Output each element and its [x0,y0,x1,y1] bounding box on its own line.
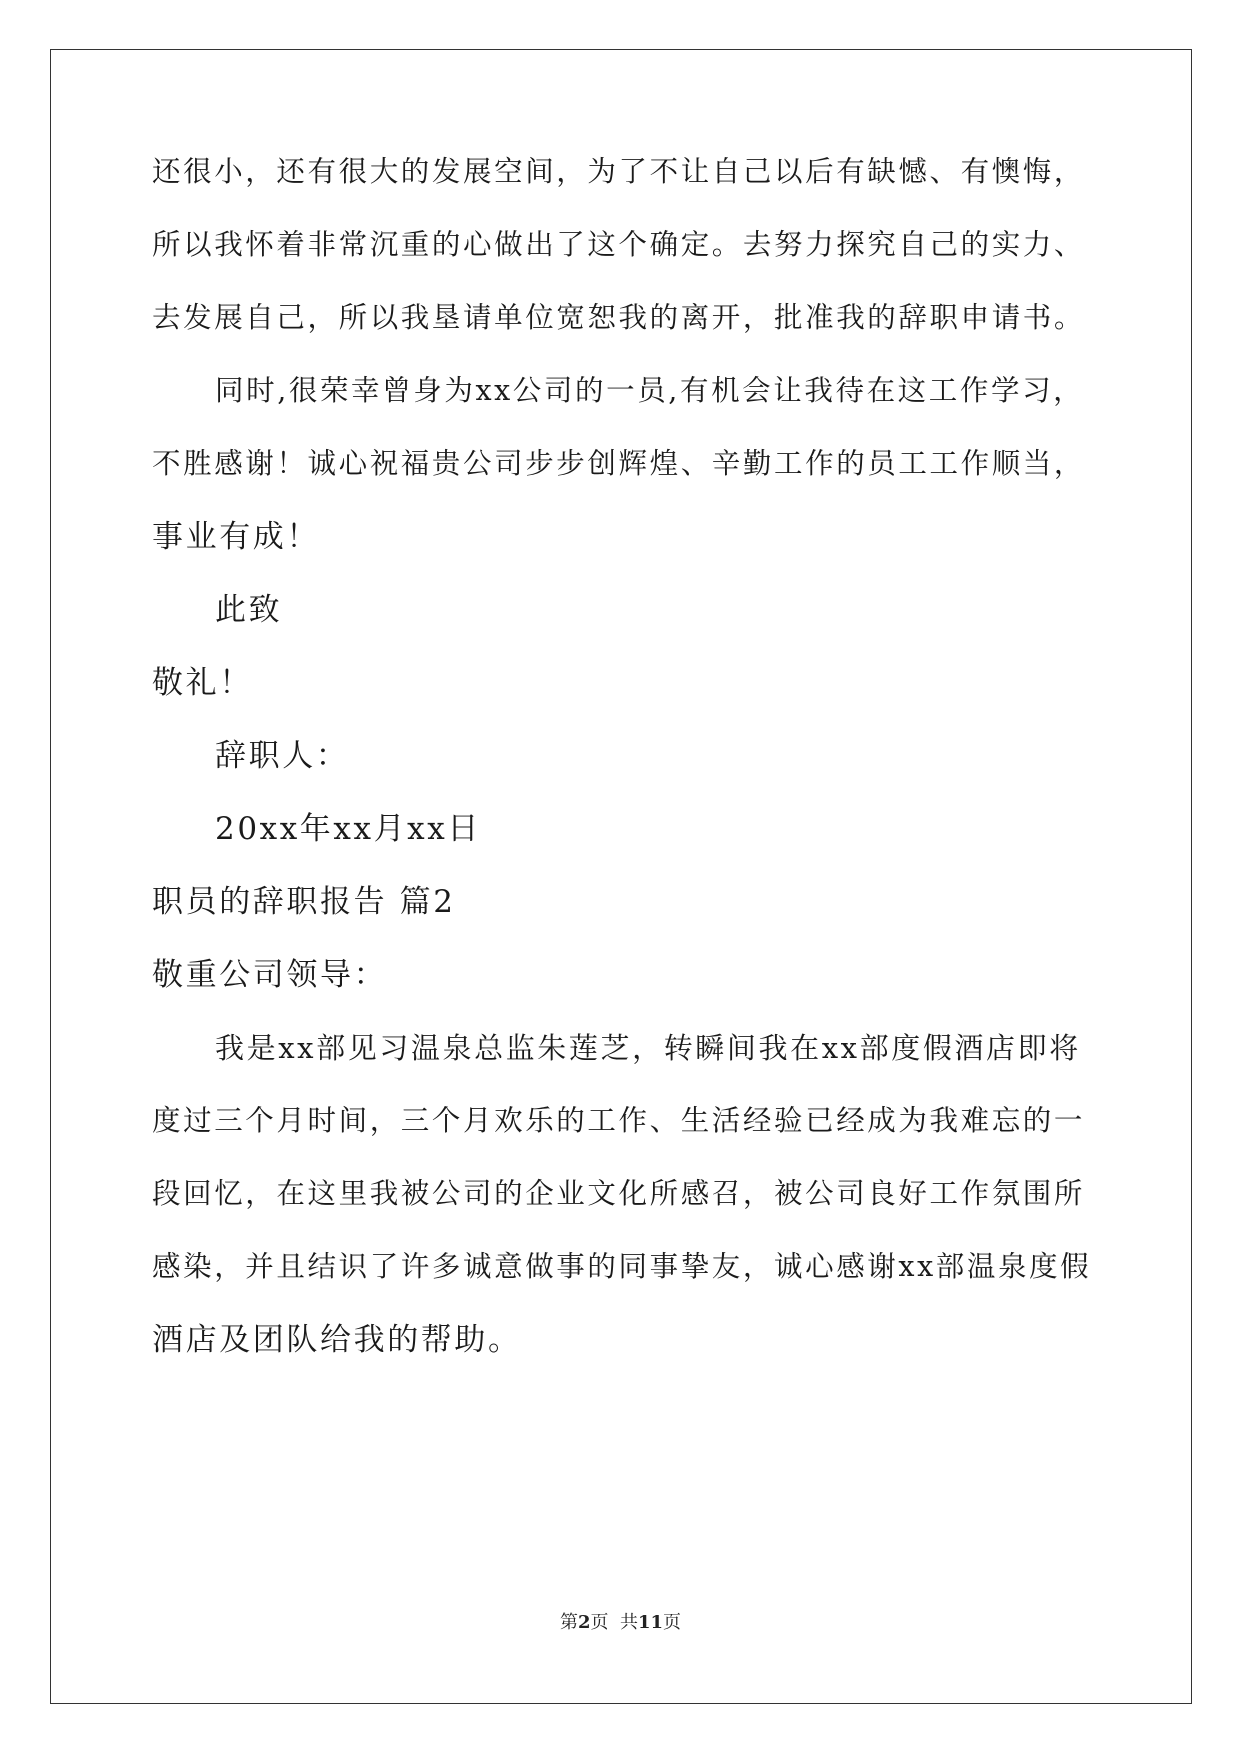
footer-mid: 页 共 [590,1612,638,1633]
paragraph-line: 同时,很荣幸曾身为xx公司的一员,有机会让我待在这工作学习， [215,374,1085,407]
paragraph-line: 感染，并且结识了许多诚意做事的同事挚友，诚心感谢xx部温泉度假 [152,1250,1092,1283]
letter-greeting: 敬重公司领导： [152,957,388,993]
footer-prefix: 第 [559,1612,578,1633]
date-line: 20xx年xx月xx日 [215,811,481,847]
page-footer [0,1611,1241,1635]
paragraph-line: 所以我怀着非常沉重的心做出了这个确定。去努力探究自己的实力、 [152,228,1086,261]
paragraph-line: 不胜感谢！诚心祝福贵公司步步创辉煌、辛勤工作的员工工作顺当， [152,447,1086,480]
total-pages-number: 11 [637,1612,664,1633]
paragraph-line: 我是xx部见习温泉总监朱莲芝，转瞬间我在xx部度假酒店即将 [215,1031,1081,1065]
paragraph-line: 段回忆，在这里我被公司的企业文化所感召，被公司良好工作氛围所 [152,1177,1086,1210]
paragraph-line: 去发展自己，所以我垦请单位宽恕我的离开，批准我的辞职申请书。 [152,301,1086,334]
footer-suffix: 页 [663,1612,682,1633]
signature-label: 辞职人： [215,738,350,774]
paragraph-line: 事业有成！ [152,519,320,555]
section-heading: 职员的辞职报告 篇2 [152,884,456,920]
paragraph-line: 还很小，还有很大的发展空间，为了不让自己以后有缺憾、有懊悔， [152,155,1086,188]
closing-salutation: 此致 [215,592,283,628]
paragraph-line: 酒店及团队给我的帮助。 [152,1322,522,1358]
closing-regards: 敬礼！ [152,665,253,701]
current-page-number: 2 [577,1612,591,1633]
paragraph-line: 度过三个月时间，三个月欢乐的工作、生活经验已经成为我难忘的一 [152,1104,1086,1137]
